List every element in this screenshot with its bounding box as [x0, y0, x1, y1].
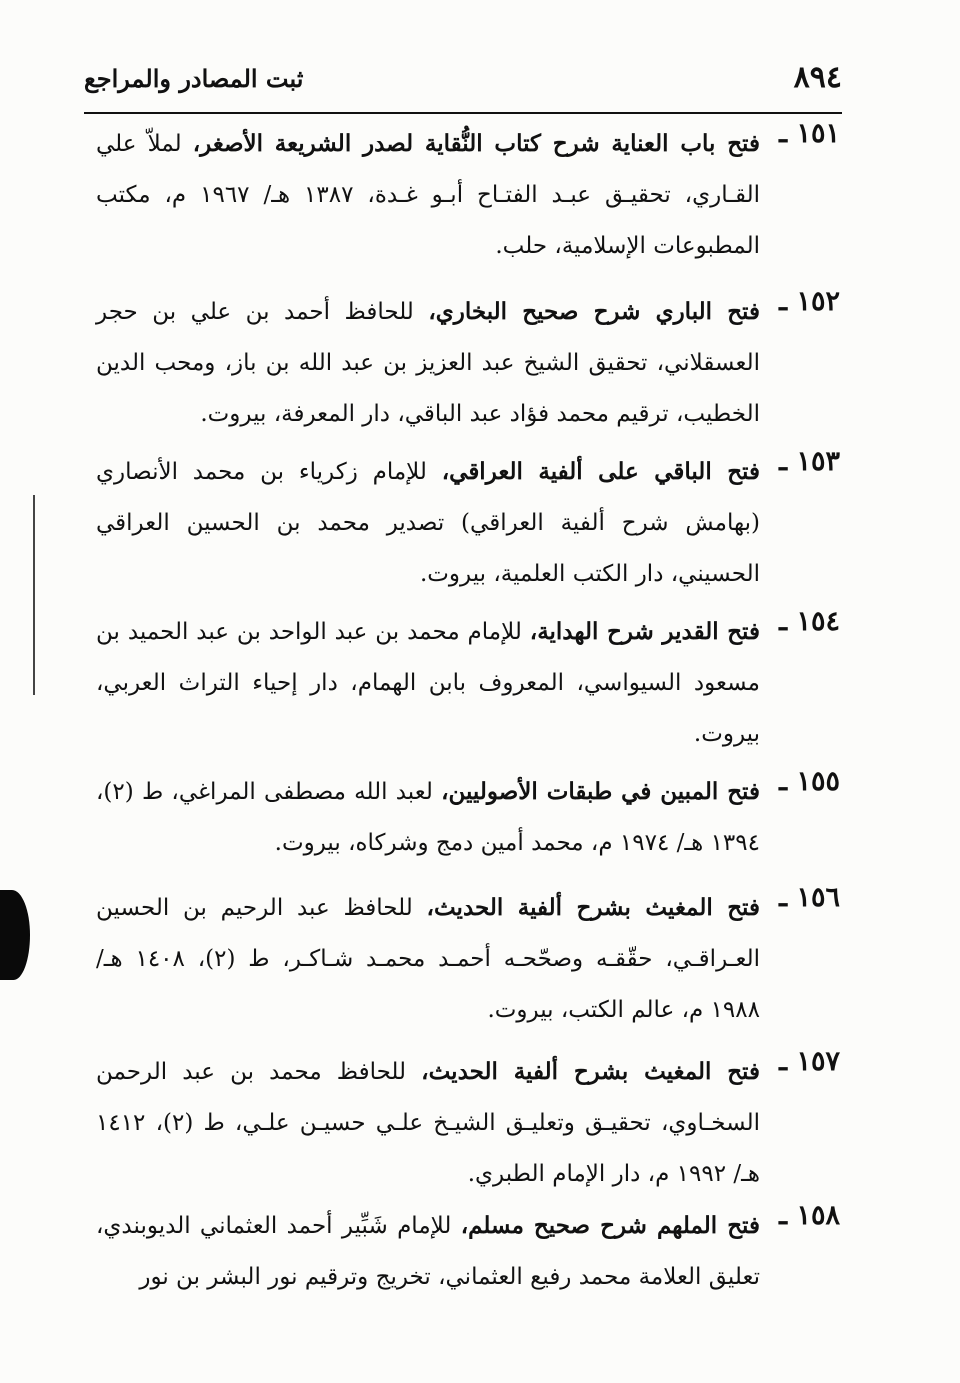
entry-number: ١٥١ ـ	[779, 118, 840, 149]
scan-ink-blot	[0, 890, 30, 980]
bibliography-entry-155	[96, 766, 840, 876]
entry-details: لعبد الله مصطفى المراغي، ط (٢)، ١٣٩٤ هـ/ ١٩٧٤ م، محمد أمين دمج وشركاه، بيروت.	[96, 779, 760, 856]
entry-title: فتح باب العناية شرح كتاب النُّقاية لصدر الشريعة الأصغر،	[192, 130, 760, 157]
entry-title: فتح الملهم شرح صحيح مسلم،	[460, 1212, 760, 1239]
entry-title: فتح القدير شرح الهداية،	[529, 618, 760, 645]
bibliography-entry-152	[96, 286, 840, 446]
entry-text	[96, 118, 760, 272]
entry-text	[96, 286, 760, 440]
scan-margin-line	[33, 495, 35, 695]
entry-text	[96, 446, 760, 600]
entry-number: ١٥٣ ـ	[779, 446, 840, 477]
entry-details: للحافظ عبد الرحيم بن الحسين العـراقـي، حقّقـه وصحّحـه أحمـد محمـد شـاكـر، ط (٢)، ١٤٠٨ هـ/ ١٩٨٨ م، عالم الكتب، بيروت.	[96, 895, 760, 1023]
entry-number: ١٥٥ ـ	[779, 766, 840, 797]
entry-number: ١٥٤ ـ	[779, 606, 840, 637]
running-title: ثبت المصادر والمراجع	[84, 64, 304, 93]
header-rule	[84, 112, 842, 114]
entry-text	[96, 882, 760, 1036]
entry-details: للإمام محمد بن عبد الواحد بن عبد الحميد بن مسعود السيواسي، المعروف بابن الهمام، دار إحياء التراث العربي، بيروت.	[96, 619, 760, 747]
entry-title: فتح المغيث بشرح ألفية الحديث،	[426, 894, 760, 921]
running-header	[84, 60, 842, 110]
entry-title: فتح المبين في طبقات الأصوليين،	[441, 778, 760, 805]
entry-number: ١٥٧ ـ	[779, 1046, 840, 1077]
page-number: ٨٩٤	[793, 60, 842, 95]
bibliography-entry-156	[96, 882, 840, 1042]
entry-details: للإمام شَبِّير أحمد العثماني الديوبندي، تعليق العلامة محمد رفيع العثماني، تخريج وترقيم نور البشر بن نور	[96, 1213, 760, 1290]
entry-number: ١٥٦ ـ	[779, 882, 840, 913]
entry-title: فتح المغيث بشرح ألفية الحديث،	[421, 1058, 760, 1085]
bibliography-entry-157	[96, 1046, 840, 1206]
entry-text	[96, 1046, 760, 1200]
entry-number: ١٥٢ ـ	[779, 286, 840, 317]
entry-text	[96, 1200, 760, 1303]
entry-title: فتح الباقي على ألفية العراقي،	[441, 458, 760, 485]
entry-details: للحافظ أحمد بن علي بن حجر العسقلاني، تحقيق الشيخ عبد العزيز بن عبد الله بن باز، ومحب الدين الخطيب، ترقيم محمد فؤاد عبد الباقي، دار المعرفة، بيروت.	[96, 299, 760, 427]
entry-title: فتح الباري شرح صحيح البخاري،	[428, 298, 760, 325]
entry-number: ١٥٨ ـ	[779, 1200, 840, 1231]
entry-text	[96, 766, 760, 869]
entry-details: لملاّ علي القـاري، تحقيـق عبـد الفتـاح أبـو غـدة، ١٣٨٧ هـ/ ١٩٦٧ م، مكتب المطبوعات الإسلامية، حلب.	[96, 131, 760, 259]
entry-text	[96, 606, 760, 760]
bibliography-entry-154	[96, 606, 840, 766]
entry-details: للحافظ محمد بن عبد الرحمن السخـاوي، تحقيـق وتعليـق الشيـخ علـي حسيـن علـي، ط (٢)، ١٤١٢ هـ/ ١٩٩٢ م، دار الإمام الطبري.	[96, 1059, 760, 1187]
bibliography-entry-153	[96, 446, 840, 606]
entry-details: للإمام زكرياء بن محمد الأنصاري (بهامش شرح ألفية العراقي) تصدير محمد بن الحسين العراقي الحسيني، دار الكتب العلمية، بيروت.	[96, 459, 760, 587]
bibliography-entry-158	[96, 1200, 840, 1320]
bibliography-entry-151	[96, 118, 840, 278]
